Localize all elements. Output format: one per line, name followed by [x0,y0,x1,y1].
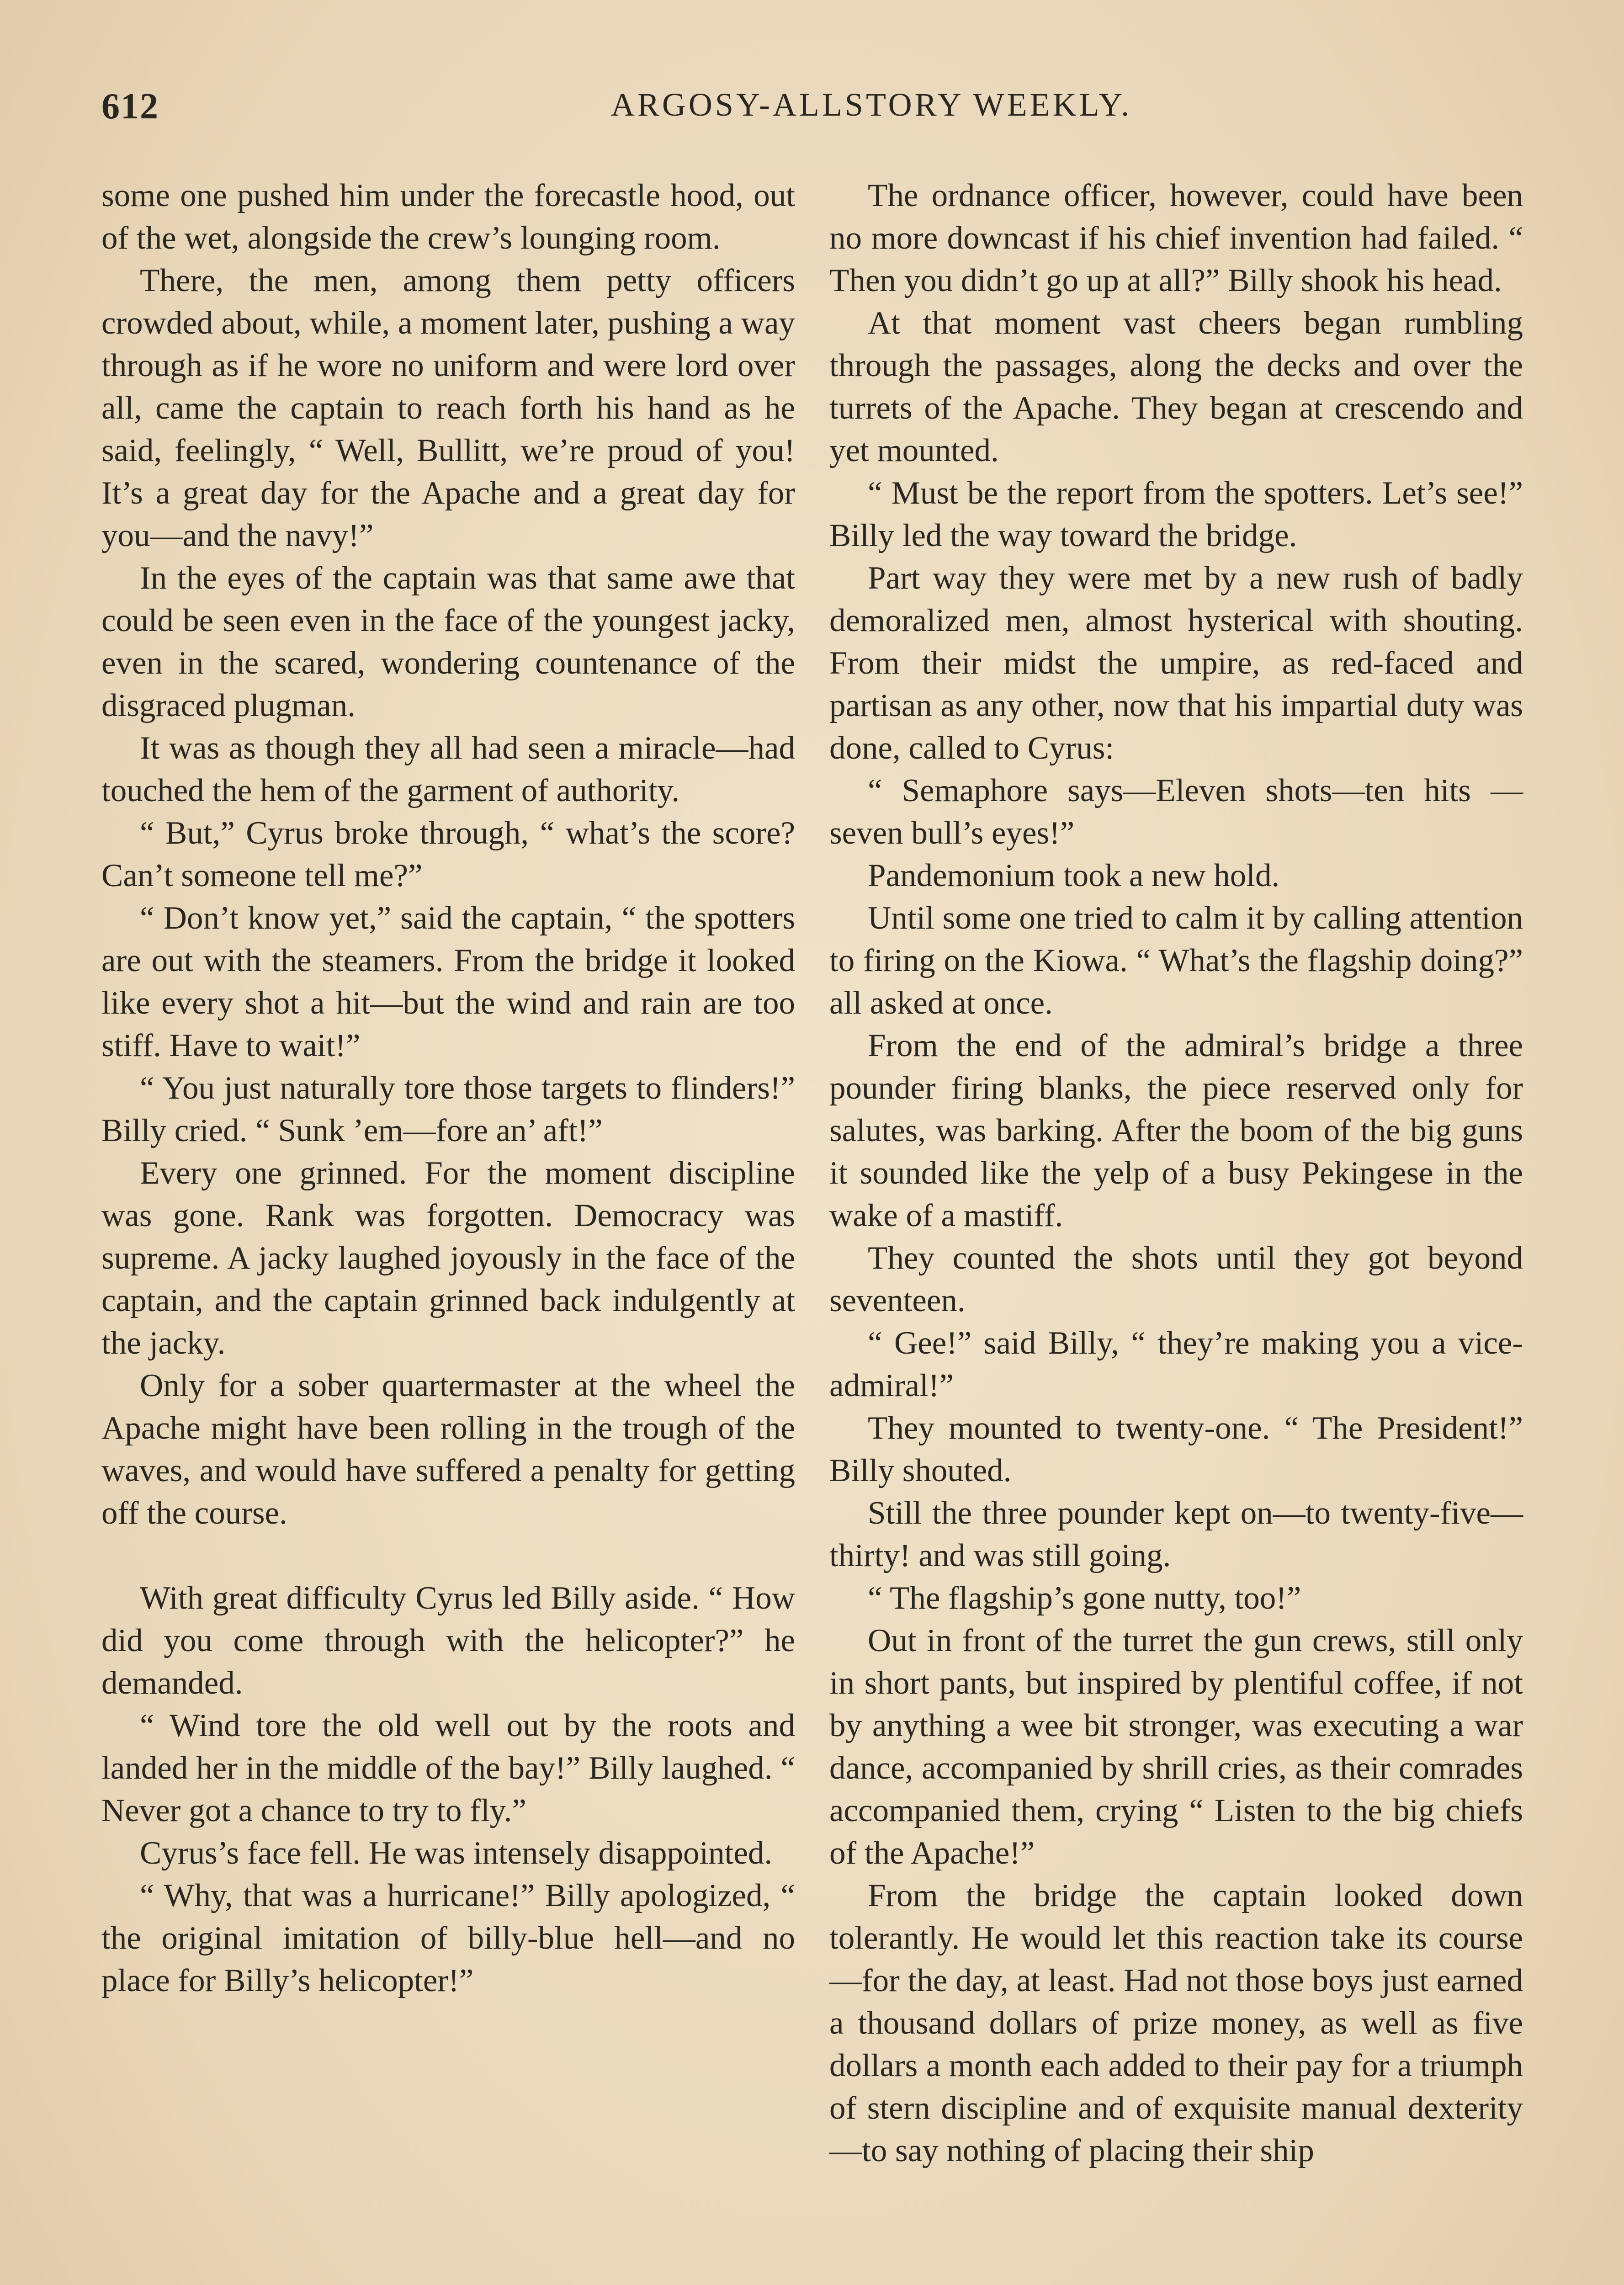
paragraph: “ Semaphore says—Eleven shots—ten hits —seven bull’s eyes!” [829,773,1523,851]
paragraph: Only for a sober quartermaster at the wheel the Apache might have been rolling in the trough of the waves, and would have suffered a penalty for getting off the course. [101,1368,795,1531]
paragraph: “ Must be the report from the spotters. Let’s see!” Billy led the way toward the bridge. [829,475,1523,553]
right-column [829,175,1523,2172]
paragraph: Part way they were met by a new rush of badly demoralized men, almost hysterical with shouting. From their midst the umpire, as red-faced and partisan as any other, now that his impartial duty was done, called to Cyrus: [829,560,1523,766]
paragraph: Until some one tried to calm it by calling attention to firing on the Kiowa. “ What’s the flagship doing?” all asked at once. [829,900,1523,1021]
paragraph: It was as though they all had seen a miracle—had touched the hem of the garment of authority. [101,730,795,808]
paragraph: At that moment vast cheers began rumbling through the passages, along the decks and over the turrets of the Apache. They began at crescendo and yet mounted. [829,305,1523,468]
left-column [101,175,795,2002]
paragraph: “ The flagship’s gone nutty, too!” [868,1580,1301,1616]
paragraph: The ordnance officer, however, could have been no more downcast if his chief invention had failed. “ Then you didn’t go up at all?” Billy shook his head. [829,178,1523,298]
paragraph: Out in front of the turret the gun crews, still only in short pants, but inspired by plentiful coffee, if not by anything a wee bit stronger, was executing a war dance, accompanied by shrill cries, as their comrades accompanied them, crying “ Listen to the big chiefs of the Apache!” [829,1623,1523,1871]
paragraph: Every one grinned. For the moment discipline was gone. Rank was forgotten. Democracy was supreme. A jacky laughed joyously in the face of the captain, and the captain grinned back indulgently at the jacky. [101,1155,795,1361]
paragraph: “ Don’t know yet,” said the captain, “ the spotters are out with the steamers. From the bridge it looked like every shot a hit—but the wind and rain are too stiff. Have to wait!” [101,900,795,1063]
page-number: 612 [101,86,159,127]
paragraph: “ Wind tore the old well out by the roots and landed her in the middle of the bay!” Billy laughed. “ Never got a chance to try to fly.” [101,1708,795,1828]
paragraph: Still the three pounder kept on—to twenty-five—thirty! and was still going. [829,1495,1523,1573]
page-header [101,86,1523,145]
paragraph: some one pushed him under the forecastle hood, out of the wet, alongside the crew’s lounging room. [101,178,795,256]
paragraph: They mounted to twenty-one. “ The President!” Billy shouted. [829,1410,1523,1488]
paragraph: From the bridge the captain looked down tolerantly. He would let this reaction take its course—for the day, at least. Had not those boys just earned a thousand dollars of prize money, as well as five dollars a month each added to their pay for a triumph of stern discipline and of exquisite manual dexterity—to say nothing of placing their ship [829,1878,1523,2168]
paragraph: “ You just naturally tore those targets to flinders!” Billy cried. “ Sunk ’em—fore an’ aft!” [101,1070,795,1148]
paragraph: Cyrus’s face fell. He was intensely disappointed. [140,1835,773,1871]
running-head: ARGOSY-ALLSTORY WEEKLY. [610,86,1132,123]
paragraph: From the end of the admiral’s bridge a three pounder firing blanks, the piece reserved only for salutes, was barking. After the boom of the big guns it sounded like the yelp of a busy Pekingese in the wake of a mastiff. [829,1028,1523,1233]
paragraph: “ But,” Cyrus broke through, “ what’s the score? Can’t someone tell me?” [101,815,795,893]
paragraph: There, the men, among them petty officers crowded about, while, a moment later, pushing a way through as if he wore no uniform and were lord over all, came the captain to reach forth his hand as he said, feelingly, “ Well, Bullitt, we’re proud of you! It’s a great day for the Apache and a great day for you—and the navy!” [101,263,795,553]
paragraph: Pandemonium took a new hold. [868,858,1280,893]
paragraph: “ Why, that was a hurricane!” Billy apologized, “ the original imitation of billy-blue hell—and no place for Billy’s helicopter!” [101,1878,795,1998]
paragraph: In the eyes of the captain was that same awe that could be seen even in the face of the youngest jacky, even in the scared, wondering countenance of the disgraced plugman. [101,560,795,723]
paragraph: “ Gee!” said Billy, “ they’re making you a vice-admiral!” [829,1325,1523,1403]
paragraph: They counted the shots until they got beyond seventeen. [829,1240,1523,1318]
paragraph: With great difficulty Cyrus led Billy aside. “ How did you come through with the helicopter?” he demanded. [101,1580,795,1701]
